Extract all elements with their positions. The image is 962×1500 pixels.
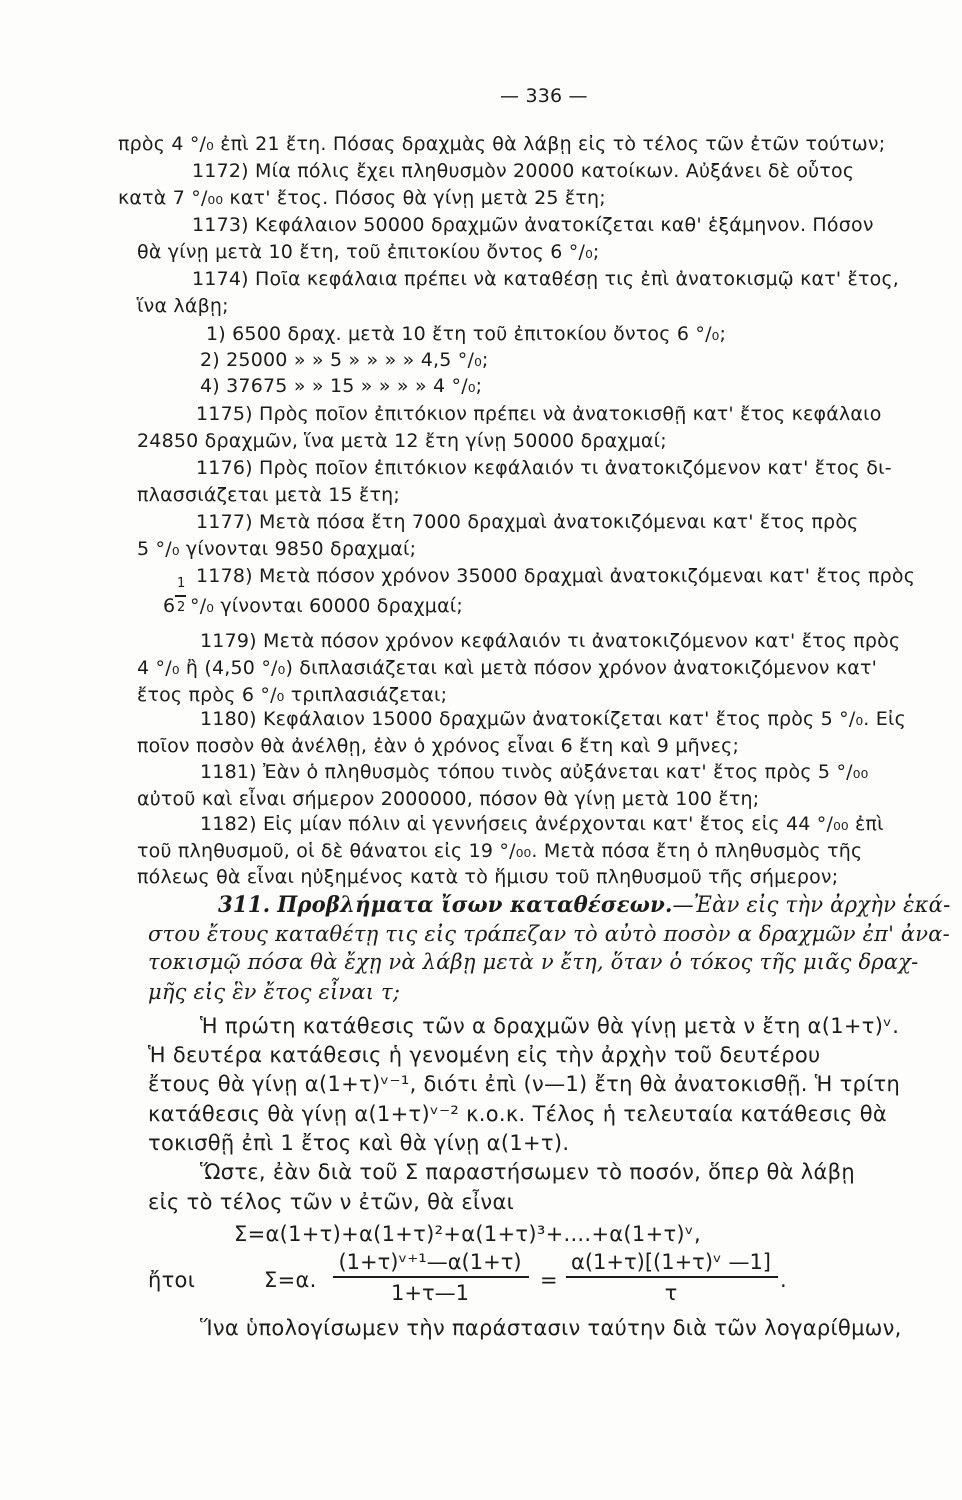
formula-label: ἤτοι	[148, 1268, 196, 1292]
exercise-1172: 1172) Μία πόλις ἔχει πληθυσμὸν 20000 κατοίκων. Αὐξάνει δὲ οὗτος	[192, 160, 855, 182]
fraction2-numerator: α(1+τ)[(1+τ)ᵛ —1]	[571, 1250, 771, 1274]
exercise-1174: 1174) Ποῖα κεφάλαια πρέπει νὰ καταθέσῃ τις ἐπὶ ἀνατοκισμῷ κατ' ἔτος,	[192, 268, 900, 290]
body-line: Ἡ πρώτη κατάθεσις τῶν α δραχμῶν θὰ γίνῃ μετὰ ν ἔτη α(1+τ)ᵛ.	[200, 1014, 900, 1038]
mixed-fraction-denominator: 2	[177, 600, 186, 615]
formula-lhs: Σ=α.	[264, 1268, 317, 1292]
exercise-1182: 1182) Εἰς μίαν πόλιν αἱ γεννήσεις ἀνέρχονται κατ' ἔτος εἰς 44 °/₀₀ ἐπὶ	[200, 813, 884, 835]
fraction2-denominator: τ	[664, 1281, 678, 1305]
formula-end: .	[780, 1268, 787, 1292]
body-line: Ἡ δευτέρα κατάθεσις ἡ γενομένη εἰς τὴν ἀρχὴν τοῦ δευτέρου	[148, 1043, 821, 1067]
section-intro-line: τοκισμῷ πόσα θὰ ἔχῃ νὰ λάβῃ μετὰ ν ἔτη, ὅταν ὁ τόκος τῆς μιᾶς δραχ-	[148, 950, 919, 974]
text-line: 5 °/₀ γίνονται 9850 δραχμαί;	[137, 538, 417, 560]
text-line: °/₀ γίνονται 60000 δραχμαί;	[190, 595, 464, 617]
fraction1-denominator: 1+τ—1	[391, 1281, 469, 1305]
text-line: ἵνα λάβῃ;	[137, 295, 229, 317]
section-intro: —Ἐὰν εἰς τὴν ἀρχὴν ἑκά-	[672, 893, 951, 918]
body-line: Ἵνα ὑπολογίσωμεν τὴν παράστασιν ταύτην διὰ τῶν λογαρίθμων,	[200, 1316, 902, 1340]
exercise-1180: 1180) Κεφάλαιον 15000 δραχμῶν ἀνατοκίζεται κατ' ἔτος πρὸς 5 °/₀. Εἰς	[200, 708, 906, 730]
formula-equals: =	[540, 1268, 558, 1292]
exercise-1177: 1177) Μετὰ πόσα ἔτη 7000 δραχμαὶ ἀνατοκιζόμεναι κατ' ἔτος πρὸς	[196, 511, 859, 533]
section-intro-line: μῆς εἰς ἓν ἔτος εἶναι τ;	[148, 980, 401, 1004]
body-line: εἰς τὸ τέλος τῶν ν ἐτῶν, θὰ εἶναι	[148, 1190, 514, 1214]
text-line: ἔτος πρὸς 6 °/₀ τριπλασιάζεται;	[137, 684, 448, 706]
text-line: πρὸς 4 °/₀ ἐπὶ 21 ἔτη. Πόσας δραχμὰς θὰ λάβῃ εἰς τὸ τέλος τῶν ἐτῶν τούτων;	[118, 133, 886, 155]
section-number: 311.	[218, 892, 271, 918]
exercise-1176: 1176) Πρὸς ποῖον ἐπιτόκιον κεφάλαιόν τι ἀνατοκιζόμενον κατ' ἔτος δι-	[196, 457, 892, 479]
exercise-1175: 1175) Πρὸς ποῖον ἐπιτόκιον πρέπει νὰ ἀνατοκισθῇ κατ' ἔτος κεφάλαιο	[196, 403, 882, 425]
subitem-2: 2) 25000 » » 5 » » » » 4,5 °/₀;	[200, 349, 489, 371]
body-line: Ὥστε, ἐὰν διὰ τοῦ Σ παραστήσωμεν τὸ ποσόν, ὅπερ θὰ λάβῃ	[200, 1160, 855, 1184]
subitem-1: 1) 6500 δραχ. μετὰ 10 ἔτη τοῦ ἐπιτοκίου ὄντος 6 °/₀;	[206, 323, 727, 345]
body-line: κατάθεσις θὰ γίνῃ α(1+τ)ᵛ⁻² κ.ο.κ. Τέλος ἡ τελευταία κατάθεσις θὰ	[148, 1102, 887, 1126]
sum-formula: Σ=α(1+τ)+α(1+τ)²+α(1+τ)³+....+α(1+τ)ᵛ,	[234, 1222, 701, 1246]
text-line: αὐτοῦ καὶ εἶναι σήμερον 2000000, πόσον θὰ γίνῃ μετὰ 100 ἔτη;	[137, 788, 760, 810]
fraction-bar	[175, 595, 186, 597]
text-line: πόλεως θὰ εἶναι ηὐξημένος κατὰ τὸ ἥμισυ τοῦ πληθυσμοῦ τῆς σήμερον;	[137, 866, 839, 888]
text-line: θὰ γίνῃ μετὰ 10 ἔτη, τοῦ ἐπιτοκίου ὄντος 6 °/₀;	[137, 241, 600, 263]
text-line: πλασσιάζεται μετὰ 15 ἔτη;	[137, 484, 401, 506]
fraction1-bar	[333, 1276, 529, 1278]
exercise-1181: 1181) Ἐὰν ὁ πληθυσμὸς τόπου τινὸς αὐξάνεται κατ' ἔτος πρὸς 5 °/₀₀	[200, 761, 869, 783]
text-line: 24850 δραχμῶν, ἵνα μετὰ 12 ἔτη γίνῃ 50000 δραχμαί;	[137, 430, 667, 452]
fraction1-numerator: (1+τ)ᵛ⁺¹—α(1+τ)	[338, 1250, 522, 1274]
fraction2-bar	[566, 1276, 778, 1278]
body-line: τοκισθῇ ἐπὶ 1 ἔτος καὶ θὰ γίνῃ α(1+τ).	[148, 1131, 570, 1155]
exercise-1178: 1178) Μετὰ πόσον χρόνον 35000 δραχμαὶ ἀνατοκιζόμεναι κατ' ἔτος πρὸς	[196, 565, 916, 587]
mixed-fraction-whole: 6	[163, 595, 176, 617]
section-intro-line: στου ἔτους καταθέτῃ τις εἰς τράπεζαν τὸ αὐτὸ ποσὸν α δραχμῶν ἐπ' ἀνα-	[148, 922, 950, 946]
text-line: τοῦ πληθυσμοῦ, οἱ δὲ θάνατοι εἰς 19 °/₀₀. Μετὰ πόσα ἔτη ὁ πληθυσμὸς τῆς	[137, 840, 863, 862]
text-line: κατὰ 7 °/₀₀ κατ' ἔτος. Πόσος θὰ γίνῃ μετὰ 25 ἔτη;	[118, 187, 606, 209]
subitem-4: 4) 37675 » » 15 » » » » 4 °/₀;	[200, 375, 483, 397]
exercise-1179: 1179) Μετὰ πόσον χρόνον κεφάλαιόν τι ἀνατοκιζόμενον κατ' ἔτος πρὸς	[200, 630, 901, 652]
text-line: 4 °/₀ ἢ (4,50 °/₀) διπλασιάζεται καὶ μετὰ πόσον χρόνον ἀνατοκιζόμενον κατ'	[137, 657, 878, 679]
page-number: — 336 —	[500, 85, 588, 107]
section-heading	[218, 893, 950, 918]
text-line: ποῖον ποσὸν θὰ ἀνέλθῃ, ἐὰν ὁ χρόνος εἶναι 6 ἔτη καὶ 9 μῆνες;	[137, 735, 740, 757]
body-line: ἔτους θὰ γίνῃ α(1+τ)ᵛ⁻¹, διότι ἐπὶ (ν—1) ἔτη θὰ ἀνατοκισθῇ. Ἡ τρίτη	[148, 1072, 901, 1096]
exercise-1173: 1173) Κεφάλαιον 50000 δραχμῶν ἀνατοκίζεται καθ' ἑξάμηνον. Πόσον	[192, 214, 874, 236]
mixed-fraction-numerator: 1	[177, 576, 186, 591]
section-title: Προβλήματα ἴσων καταθέσεων.	[277, 892, 673, 918]
